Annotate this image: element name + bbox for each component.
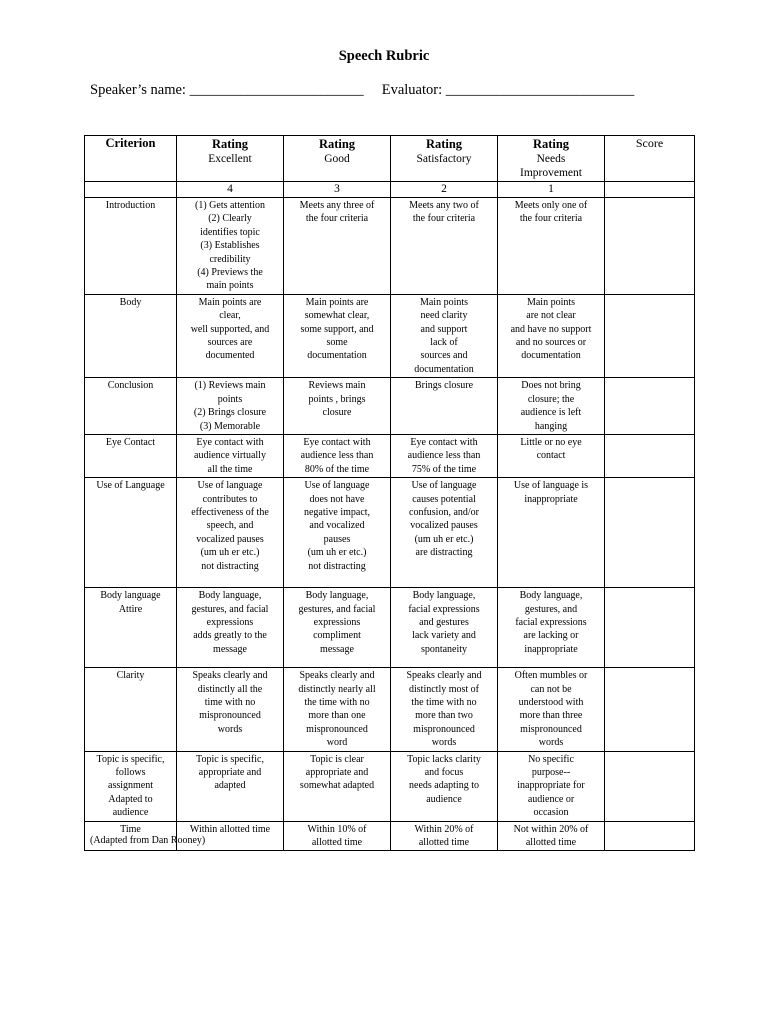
satisfactory-cell [391, 588, 498, 668]
points-cell: 1 [498, 182, 605, 198]
descriptor-text: Not within 20% of allotted time [513, 823, 589, 848]
rubric-row [85, 378, 695, 435]
score-cell[interactable] [605, 751, 695, 821]
score-cell[interactable] [605, 434, 695, 477]
criterion-cell [85, 294, 177, 377]
rating-label: Rating [425, 137, 463, 151]
satisfactory-cell [391, 434, 498, 477]
criterion-text: Time [120, 823, 141, 835]
needs-cell [498, 751, 605, 821]
descriptor-text: (1) Gets attention (2) Clearly identifies topic (3) Establishes credibility (4) Previews the main points [195, 200, 265, 292]
descriptor-text: Body language, gestures, and facial expressions are lacking or inappropriate [515, 590, 587, 655]
attribution-note: (Adapted from Dan Rooney) [90, 835, 206, 846]
excellent-header [177, 136, 284, 182]
score-cell[interactable] [605, 378, 695, 435]
descriptor-text: (1) Reviews main points (2) Brings closure (3) Memorable [193, 380, 267, 432]
criterion-cell [85, 478, 177, 588]
excellent-cell [177, 198, 284, 295]
score-cell[interactable] [605, 588, 695, 668]
good-cell [284, 751, 391, 821]
satisfactory-cell [391, 378, 498, 435]
rating-label: Rating [318, 137, 356, 151]
descriptor-text: Eye contact with audience less than 80% of the time [300, 436, 374, 475]
score-cell[interactable] [605, 294, 695, 377]
name-fields [90, 82, 634, 99]
points-cell: 3 [284, 182, 391, 198]
good-cell [284, 198, 391, 295]
criterion-text: Conclusion [107, 380, 154, 392]
satisfactory-cell [391, 198, 498, 295]
header-row [85, 136, 695, 182]
descriptor-text: Meets any three of the four criteria [299, 200, 375, 225]
speaker-name-field: Speaker’s name: ________________________ [90, 82, 364, 98]
satisfactory-cell [391, 821, 498, 851]
descriptor-text: Speaks clearly and distinctly nearly all the time with no more than one mispronounced word [298, 670, 376, 749]
satisfactory-cell [391, 478, 498, 588]
satisfactory-cell [391, 668, 498, 751]
good-cell [284, 478, 391, 588]
excellent-cell [177, 478, 284, 588]
descriptor-text: Eye contact with audience less than 75% of the time [407, 436, 481, 475]
needs-cell [498, 668, 605, 751]
descriptor-text: Within 20% of allotted time [414, 823, 474, 848]
document-title: Speech Rubric [338, 48, 430, 64]
points-score-cell [605, 182, 695, 198]
criterion-cell [85, 378, 177, 435]
needs-improvement-header [498, 136, 605, 182]
criterion-text: Introduction [105, 200, 156, 211]
descriptor-text: Use of language does not have negative impact, and vocalized pauses (um uh er etc.) not distracting [303, 480, 371, 572]
criterion-text: Clarity [116, 670, 145, 682]
rating-level: Satisfactory [416, 153, 472, 165]
descriptor-text: Often mumbles or can not be understood with more than three mispronounced words [514, 670, 588, 749]
descriptor-text: Use of language causes potential confusion, and/or vocalized pauses (um uh er etc.) are distracting [409, 480, 479, 559]
descriptor-text: Topic is clear appropriate and somewhat adapted [299, 753, 375, 792]
descriptor-text: Speaks clearly and distinctly all the time with no mispronounced words [192, 670, 268, 735]
rubric-row [85, 668, 695, 751]
criterion-text: Body language Attire [100, 590, 161, 615]
good-cell [284, 434, 391, 477]
descriptor-text: Main points are clear, well supported, and sources are documented [190, 296, 270, 362]
descriptor-text: Meets only one of the four criteria [514, 200, 588, 225]
good-cell [284, 378, 391, 435]
descriptor-text: Main points are somewhat clear, some support, and some documentation [300, 296, 374, 362]
descriptor-text: Body language, facial expressions and gestures lack variety and spontaneity [408, 590, 480, 655]
rating-level: Good [324, 153, 350, 165]
good-header [284, 136, 391, 182]
descriptor-text: Topic is specific, appropriate and adapted [196, 753, 264, 792]
descriptor-text: Body language, gestures, and facial expressions compliment message [298, 590, 376, 655]
descriptor-text: Topic lacks clarity and focus needs adapting to audience [407, 753, 481, 805]
descriptor-text: Eye contact with audience virtually all the time [194, 436, 266, 475]
rubric-row [85, 588, 695, 668]
rubric-row [85, 478, 695, 588]
descriptor-text: Meets any two of the four criteria [409, 200, 479, 225]
points-blank-cell [85, 182, 177, 198]
score-cell[interactable] [605, 198, 695, 295]
excellent-cell [177, 751, 284, 821]
criterion-cell [85, 434, 177, 477]
descriptor-text: Brings closure [414, 380, 474, 392]
excellent-cell [177, 588, 284, 668]
criterion-text: Body [119, 296, 142, 308]
evaluator-field: Evaluator: __________________________ [381, 82, 635, 98]
criterion-cell [85, 588, 177, 668]
rating-level: Needs Improvement [520, 153, 582, 179]
points-row [85, 182, 695, 198]
needs-cell [498, 378, 605, 435]
points-cell: 2 [391, 182, 498, 198]
descriptor-text: Does not bring closure; the audience is left hanging [520, 380, 582, 432]
score-header: Score [605, 136, 695, 182]
good-cell [284, 821, 391, 851]
needs-cell [498, 294, 605, 377]
rating-label: Rating [532, 137, 570, 151]
needs-cell [498, 198, 605, 295]
satisfactory-cell [391, 294, 498, 377]
satisfactory-cell [391, 751, 498, 821]
rubric-row [85, 294, 695, 377]
rubric-row [85, 434, 695, 477]
descriptor-text: Use of language is inappropriate [513, 480, 589, 505]
criterion-text: Topic is specific, follows assignment Adapted to audience [96, 753, 165, 819]
criterion-text: Eye Contact [105, 436, 156, 448]
good-cell [284, 294, 391, 377]
descriptor-text: Within allotted time [189, 823, 271, 835]
descriptor-text: Use of language contributes to effectiveness of the speech, and vocalized pauses (um uh er etc.) not distracting [191, 480, 269, 572]
score-cell[interactable] [605, 668, 695, 751]
needs-cell [498, 478, 605, 588]
excellent-cell [177, 434, 284, 477]
descriptor-text: Main points are not clear and have no support and no sources or documentation [510, 296, 592, 362]
excellent-cell [177, 294, 284, 377]
rating-label: Rating [211, 137, 249, 151]
good-cell [284, 668, 391, 751]
descriptor-text: Reviews main points , brings closure [308, 380, 366, 419]
criterion-text: Use of Language [96, 480, 165, 492]
descriptor-text: Main points need clarity and support lack of sources and documentation [414, 296, 474, 375]
criterion-header: Criterion [85, 136, 177, 182]
descriptor-text: Speaks clearly and distinctly most of the time with no more than two mispronounced words [406, 670, 482, 749]
needs-cell [498, 588, 605, 668]
rubric-table [84, 135, 695, 851]
good-cell [284, 588, 391, 668]
descriptor-text: Little or no eye contact [520, 436, 582, 462]
criterion-cell [85, 668, 177, 751]
rubric-row [85, 751, 695, 821]
criterion-cell [85, 751, 177, 821]
excellent-cell [177, 668, 284, 751]
descriptor-text: Within 10% of allotted time [307, 823, 367, 848]
points-cell: 4 [177, 182, 284, 198]
excellent-cell [177, 378, 284, 435]
descriptor-text: No specific purpose-- inappropriate for audience or occasion [517, 753, 585, 819]
satisfactory-header [391, 136, 498, 182]
descriptor-text: Body language, gestures, and facial expressions adds greatly to the message [191, 590, 269, 655]
score-cell[interactable] [605, 821, 695, 851]
needs-cell [498, 821, 605, 851]
criterion-cell [85, 198, 177, 295]
rating-level: Excellent [208, 153, 252, 165]
needs-cell [498, 434, 605, 477]
rubric-row [85, 198, 695, 295]
score-cell[interactable] [605, 478, 695, 588]
